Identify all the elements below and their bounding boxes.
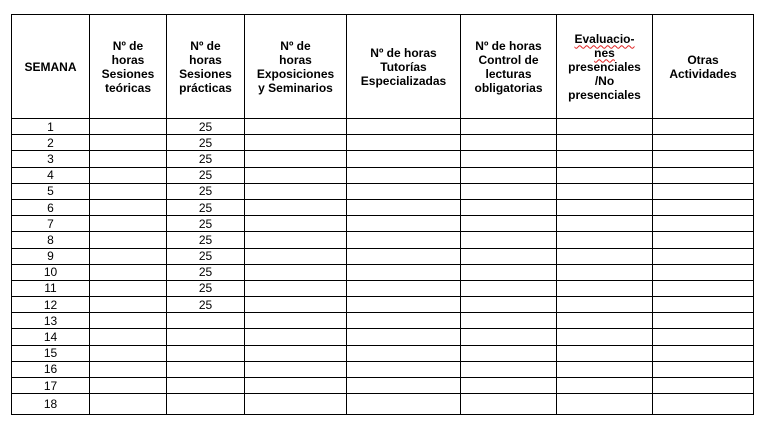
cell-practicas xyxy=(167,378,245,394)
table-row xyxy=(12,394,754,415)
cell-teoricas xyxy=(90,199,167,215)
cell-teoricas xyxy=(90,313,167,329)
table-row xyxy=(12,135,754,151)
cell-practicas xyxy=(167,361,245,377)
cell-practicas: 25 xyxy=(167,280,245,296)
cell-practicas xyxy=(167,313,245,329)
table-row xyxy=(12,167,754,183)
cell-otras xyxy=(653,329,754,345)
cell-teoricas xyxy=(90,183,167,199)
table-row xyxy=(12,329,754,345)
cell-teoricas xyxy=(90,297,167,313)
header-line: Control de xyxy=(478,52,539,67)
cell-otras xyxy=(653,248,754,264)
table-header-row xyxy=(12,15,754,119)
cell-otras xyxy=(653,280,754,296)
header-semana xyxy=(12,15,90,119)
cell-teoricas xyxy=(90,248,167,264)
cell-lecturas xyxy=(461,280,557,296)
cell-evaluaciones xyxy=(557,183,653,199)
cell-evaluaciones xyxy=(557,361,653,377)
header-line: /No xyxy=(594,73,615,88)
cell-lecturas xyxy=(461,313,557,329)
header-otras-actividades xyxy=(653,15,754,119)
table-row xyxy=(12,313,754,329)
cell-otras xyxy=(653,264,754,280)
cell-lecturas xyxy=(461,199,557,215)
cell-exposiciones xyxy=(245,248,347,264)
header-line: nes xyxy=(594,45,615,60)
cell-evaluaciones xyxy=(557,151,653,167)
cell-exposiciones xyxy=(245,329,347,345)
table-row xyxy=(12,199,754,215)
cell-otras xyxy=(653,297,754,313)
cell-semana: 9 xyxy=(12,248,90,264)
cell-semana: 7 xyxy=(12,216,90,232)
cell-evaluaciones xyxy=(557,297,653,313)
cell-exposiciones xyxy=(245,232,347,248)
cell-lecturas xyxy=(461,378,557,394)
cell-otras xyxy=(653,394,754,415)
table-row xyxy=(12,183,754,199)
cell-teoricas xyxy=(90,232,167,248)
header-line: SEMANA xyxy=(24,59,77,74)
table-row xyxy=(12,361,754,377)
header-exposiciones-seminarios xyxy=(245,15,347,119)
cell-practicas: 25 xyxy=(167,135,245,151)
table-row xyxy=(12,378,754,394)
cell-practicas xyxy=(167,329,245,345)
cell-teoricas xyxy=(90,135,167,151)
cell-semana: 13 xyxy=(12,313,90,329)
header-tutorias-especializadas xyxy=(347,15,461,119)
cell-lecturas xyxy=(461,264,557,280)
header-line: presenciales xyxy=(568,87,641,102)
header-line: Actividades xyxy=(669,66,737,81)
cell-otras xyxy=(653,135,754,151)
cell-semana: 16 xyxy=(12,361,90,377)
cell-tutorias xyxy=(347,216,461,232)
cell-evaluaciones xyxy=(557,119,653,135)
cell-evaluaciones xyxy=(557,199,653,215)
cell-exposiciones xyxy=(245,199,347,215)
header-line: Especializadas xyxy=(360,73,447,88)
cell-lecturas xyxy=(461,345,557,361)
cell-tutorias xyxy=(347,248,461,264)
cell-teoricas xyxy=(90,280,167,296)
cell-evaluaciones xyxy=(557,264,653,280)
cell-otras xyxy=(653,378,754,394)
cell-evaluaciones xyxy=(557,248,653,264)
header-sesiones-practicas xyxy=(167,15,245,119)
header-evaluaciones xyxy=(557,15,653,119)
cell-evaluaciones xyxy=(557,280,653,296)
header-line: presenciales xyxy=(568,59,641,74)
cell-practicas: 25 xyxy=(167,216,245,232)
cell-practicas xyxy=(167,345,245,361)
table-row xyxy=(12,216,754,232)
cell-practicas: 25 xyxy=(167,151,245,167)
header-line: horas xyxy=(111,52,145,67)
cell-lecturas xyxy=(461,216,557,232)
cell-lecturas xyxy=(461,329,557,345)
cell-evaluaciones xyxy=(557,135,653,151)
cell-exposiciones xyxy=(245,378,347,394)
table-row xyxy=(12,151,754,167)
cell-evaluaciones xyxy=(557,232,653,248)
table-row xyxy=(12,119,754,135)
cell-otras xyxy=(653,183,754,199)
header-line: Sesiones xyxy=(179,66,232,81)
cell-teoricas xyxy=(90,167,167,183)
table-row xyxy=(12,297,754,313)
cell-otras xyxy=(653,345,754,361)
cell-exposiciones xyxy=(245,151,347,167)
header-line: horas xyxy=(279,52,312,67)
cell-semana: 18 xyxy=(12,394,90,415)
header-control-lecturas xyxy=(461,15,557,119)
header-line: teóricas xyxy=(104,80,152,95)
header-line: obligatorias xyxy=(474,80,543,95)
cell-exposiciones xyxy=(245,216,347,232)
cell-teoricas xyxy=(90,264,167,280)
cell-practicas: 25 xyxy=(167,232,245,248)
cell-semana: 3 xyxy=(12,151,90,167)
table-row xyxy=(12,345,754,361)
cell-otras xyxy=(653,151,754,167)
cell-tutorias xyxy=(347,361,461,377)
cell-tutorias xyxy=(347,183,461,199)
cell-exposiciones xyxy=(245,119,347,135)
cell-otras xyxy=(653,199,754,215)
header-line: Otras xyxy=(687,52,719,67)
cell-exposiciones xyxy=(245,394,347,415)
cell-lecturas xyxy=(461,361,557,377)
cell-lecturas xyxy=(461,119,557,135)
cell-teoricas xyxy=(90,361,167,377)
cell-evaluaciones xyxy=(557,313,653,329)
header-line: horas xyxy=(189,52,222,67)
cell-lecturas xyxy=(461,151,557,167)
cell-semana: 1 xyxy=(12,119,90,135)
cell-semana: 8 xyxy=(12,232,90,248)
cell-evaluaciones xyxy=(557,167,653,183)
header-line: lecturas xyxy=(485,66,532,81)
cell-teoricas xyxy=(90,216,167,232)
header-line: Exposiciones xyxy=(256,66,335,81)
cell-semana: 11 xyxy=(12,280,90,296)
cell-exposiciones xyxy=(245,361,347,377)
cell-lecturas xyxy=(461,167,557,183)
cell-semana: 6 xyxy=(12,199,90,215)
cell-otras xyxy=(653,361,754,377)
cell-tutorias xyxy=(347,394,461,415)
cell-otras xyxy=(653,119,754,135)
header-line: Nº de horas xyxy=(370,45,437,60)
cell-evaluaciones xyxy=(557,329,653,345)
cell-semana: 5 xyxy=(12,183,90,199)
cell-tutorias xyxy=(347,313,461,329)
cell-practicas: 25 xyxy=(167,248,245,264)
table-row xyxy=(12,280,754,296)
cell-evaluaciones xyxy=(557,394,653,415)
cell-exposiciones xyxy=(245,135,347,151)
cell-semana: 10 xyxy=(12,264,90,280)
cell-practicas xyxy=(167,394,245,415)
header-sesiones-teoricas xyxy=(90,15,167,119)
cell-tutorias xyxy=(347,135,461,151)
header-line: Nº de xyxy=(190,38,221,53)
cell-exposiciones xyxy=(245,167,347,183)
cell-semana: 17 xyxy=(12,378,90,394)
cell-lecturas xyxy=(461,183,557,199)
cell-tutorias xyxy=(347,345,461,361)
weekly-hours-table xyxy=(11,14,754,415)
cell-practicas: 25 xyxy=(167,119,245,135)
cell-exposiciones xyxy=(245,183,347,199)
cell-teoricas xyxy=(90,378,167,394)
cell-otras xyxy=(653,216,754,232)
cell-tutorias xyxy=(347,329,461,345)
cell-tutorias xyxy=(347,264,461,280)
cell-exposiciones xyxy=(245,313,347,329)
header-line: y Seminarios xyxy=(258,80,333,95)
cell-otras xyxy=(653,167,754,183)
cell-evaluaciones xyxy=(557,345,653,361)
cell-semana: 15 xyxy=(12,345,90,361)
cell-tutorias xyxy=(347,232,461,248)
header-line: Nº de xyxy=(280,38,311,53)
cell-tutorias xyxy=(347,297,461,313)
cell-exposiciones xyxy=(245,264,347,280)
header-line: prácticas xyxy=(179,80,232,95)
cell-otras xyxy=(653,313,754,329)
cell-teoricas xyxy=(90,394,167,415)
cell-practicas: 25 xyxy=(167,264,245,280)
cell-evaluaciones xyxy=(557,378,653,394)
cell-tutorias xyxy=(347,151,461,167)
cell-practicas: 25 xyxy=(167,167,245,183)
cell-semana: 12 xyxy=(12,297,90,313)
cell-tutorias xyxy=(347,119,461,135)
table-row xyxy=(12,264,754,280)
table-row xyxy=(12,232,754,248)
cell-practicas: 25 xyxy=(167,183,245,199)
header-line: Evaluacio- xyxy=(574,31,635,46)
cell-lecturas xyxy=(461,297,557,313)
cell-semana: 14 xyxy=(12,329,90,345)
cell-exposiciones xyxy=(245,345,347,361)
table-body xyxy=(12,119,754,415)
cell-teoricas xyxy=(90,151,167,167)
cell-teoricas xyxy=(90,119,167,135)
cell-tutorias xyxy=(347,167,461,183)
cell-practicas: 25 xyxy=(167,297,245,313)
cell-tutorias xyxy=(347,280,461,296)
cell-exposiciones xyxy=(245,280,347,296)
cell-semana: 2 xyxy=(12,135,90,151)
table-row xyxy=(12,248,754,264)
header-line: Nº de xyxy=(112,38,144,53)
cell-tutorias xyxy=(347,199,461,215)
cell-teoricas xyxy=(90,329,167,345)
cell-lecturas xyxy=(461,232,557,248)
cell-tutorias xyxy=(347,378,461,394)
cell-lecturas xyxy=(461,248,557,264)
cell-practicas: 25 xyxy=(167,199,245,215)
header-line: Tutorías xyxy=(380,59,427,74)
header-line: Sesiones xyxy=(101,66,155,81)
cell-lecturas xyxy=(461,394,557,415)
cell-otras xyxy=(653,232,754,248)
cell-teoricas xyxy=(90,345,167,361)
cell-semana: 4 xyxy=(12,167,90,183)
cell-lecturas xyxy=(461,135,557,151)
cell-evaluaciones xyxy=(557,216,653,232)
cell-exposiciones xyxy=(245,297,347,313)
header-line: Nº de horas xyxy=(475,38,542,53)
